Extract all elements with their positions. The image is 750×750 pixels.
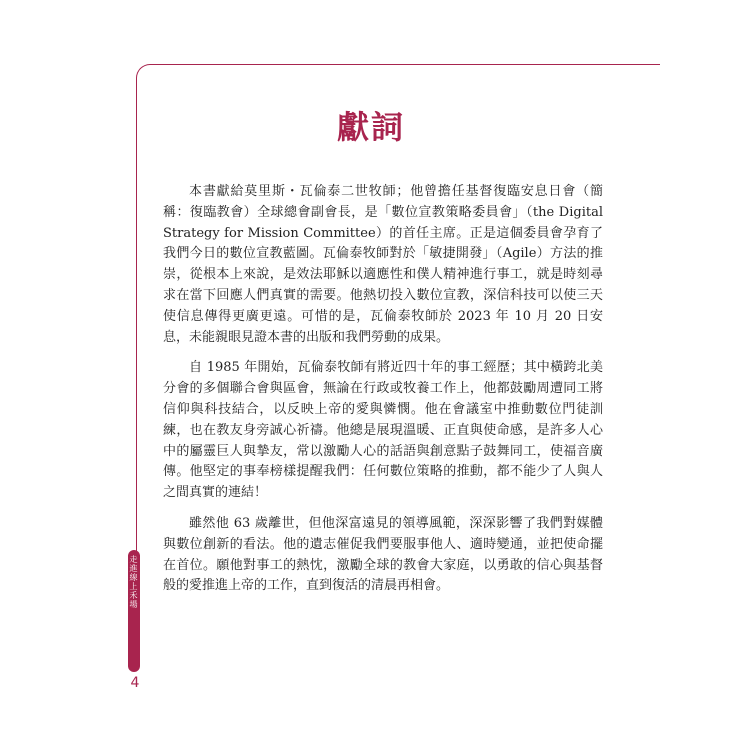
dedication-paragraph-3: 雖然他 63 歲離世，但他深富遠見的領導風範，深深影響了我們對媒體與數位創新的看法。他的遺志催促我們要服事他人、適時變通，並把使命擺在首位。願他對事工的熱忱，激勵全球的教會大家庭，以勇敢的信心與基督般的愛推進上帝的工作，直到復活的清晨再相會。: [163, 515, 603, 594]
page-number: 4: [130, 675, 140, 691]
book-title-tab: 走進線上禾場: [129, 555, 138, 609]
dedication-paragraph-2: 自 1985 年開始，瓦倫泰牧師有將近四十年的事工經歷；其中橫跨北美分會的多個聯合會與區會，無論在行政或牧養工作上，他都鼓勵周遭同工將信仰與科技結合，以反映上帝的愛與憐憫。他在會議室中推動數位門徒訓練，也在教友身旁誠心祈禱。他總是展現溫暖、正直與使命感，是許多人心中的屬靈巨人與摯友，常以激勵人心的話語與創意點子鼓舞同工，使福音廣傳。他堅定的事奉榜樣提醒我們：任何數位策略的推動，都不能少了人與人之間真實的連結！: [163, 360, 603, 501]
dedication-paragraph-1: 本書獻給莫里斯・瓦倫泰二世牧師；他曾擔任基督復臨安息日會（簡稱：復臨教會）全球總會副會長，是「數位宣教策略委員會」（the Digital Strategy for Mission Committee）的首任主席。正是這個委員會孕育了我們今日的數位宣教藍圖。瓦倫泰牧師對於「敏捷開發」（Agile）方法的推崇，從根本上來說，是效法耶穌以適應性和僕人精神進行事工，就是時刻尋求在當下回應人們真實的需要。他熱切投入數位宣教，深信科技可以使三天使信息傳得更廣更遠。可惜的是，瓦倫泰牧師於 2023 年 10 月 20 日安息，未能親眼見證本書的出版和我們勞動的成果。: [163, 184, 603, 345]
page-title: 獻詞: [336, 108, 405, 147]
dedication-body: [163, 182, 603, 597]
